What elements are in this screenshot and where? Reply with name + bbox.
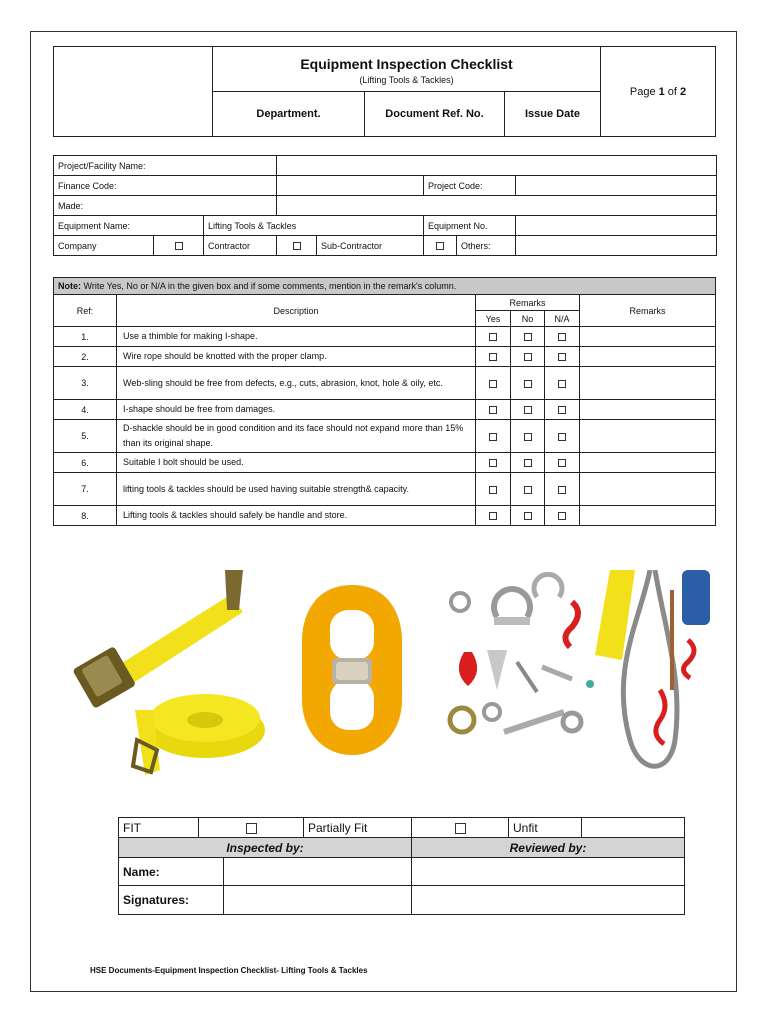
checkbox-icon	[558, 406, 566, 414]
row-ref: 7.	[54, 473, 117, 506]
signatures-label: Signatures:	[119, 886, 224, 915]
page-number-cell	[601, 47, 716, 137]
row-na-checkbox[interactable]	[545, 453, 580, 473]
col-remarks-header: Remarks	[580, 295, 716, 327]
checkbox-icon	[246, 823, 257, 834]
checkbox-icon	[524, 406, 532, 414]
header-table	[53, 46, 716, 137]
partially-fit-checkbox[interactable]	[412, 818, 509, 838]
project-facility-field[interactable]	[277, 156, 717, 176]
equipment-no-label: Equipment No.	[424, 216, 516, 236]
row-yes-checkbox[interactable]	[476, 327, 511, 347]
row-no-checkbox[interactable]	[511, 347, 545, 367]
checkbox-icon	[524, 333, 532, 341]
page-number: Page 1 of 2	[629, 85, 687, 98]
row-yes-checkbox[interactable]	[476, 367, 511, 400]
project-code-label: Project Code:	[424, 176, 516, 196]
equipment-no-field[interactable]	[516, 216, 717, 236]
row-description: Lifting tools & tackles should safely be handle and store.	[117, 506, 476, 526]
checklist-row	[54, 327, 716, 347]
reviewer-name-field[interactable]	[412, 858, 685, 886]
checkbox-icon	[524, 486, 532, 494]
row-na-checkbox[interactable]	[545, 347, 580, 367]
row-na-checkbox[interactable]	[545, 400, 580, 420]
checkbox-icon	[524, 512, 532, 520]
issue-date-label: Issue Date	[505, 92, 601, 137]
document-subtitle: (Lifting Tools & Tackles)	[359, 74, 454, 85]
checkbox-icon	[489, 380, 497, 388]
fit-checkbox[interactable]	[199, 818, 304, 838]
checkbox-icon	[455, 823, 466, 834]
col-description-header: Description	[117, 295, 476, 327]
document-title: Equipment Inspection Checklist	[300, 55, 513, 72]
subcontractor-checkbox[interactable]	[424, 236, 457, 256]
row-remarks-field[interactable]	[580, 420, 716, 453]
company-label: Company	[54, 236, 154, 256]
row-description: Web-sling should be free from defects, e.g., cuts, abrasion, knot, hole & oily, etc.	[117, 367, 476, 400]
checkbox-icon	[558, 459, 566, 467]
row-remarks-field[interactable]	[580, 473, 716, 506]
reviewer-signature-field[interactable]	[412, 886, 685, 915]
row-yes-checkbox[interactable]	[476, 400, 511, 420]
checklist-row	[54, 400, 716, 420]
col-ref-header: Ref:	[54, 295, 117, 327]
fit-label: FIT	[119, 818, 199, 838]
row-ref: 3.	[54, 367, 117, 400]
checkbox-icon	[489, 512, 497, 520]
row-remarks-field[interactable]	[580, 453, 716, 473]
checklist-table	[53, 277, 716, 526]
checklist-row	[54, 473, 716, 506]
row-no-checkbox[interactable]	[511, 473, 545, 506]
checklist-row	[54, 367, 716, 400]
checkbox-icon	[524, 380, 532, 388]
equipment-images	[60, 560, 710, 780]
checklist-row	[54, 347, 716, 367]
inspected-by-header: Inspected by:	[119, 838, 412, 858]
doc-ref-label: Document Ref. No.	[365, 92, 505, 137]
row-na-checkbox[interactable]	[545, 420, 580, 453]
department-label: Department.	[213, 92, 365, 137]
ratchet-strap-image	[65, 560, 265, 780]
logo-cell	[54, 47, 213, 137]
inspector-name-field[interactable]	[224, 858, 412, 886]
reviewed-by-header: Reviewed by:	[412, 838, 685, 858]
row-ref: 5.	[54, 420, 117, 453]
checkbox-icon	[558, 353, 566, 361]
row-yes-checkbox[interactable]	[476, 420, 511, 453]
made-label: Made:	[54, 196, 277, 216]
company-checkbox[interactable]	[154, 236, 204, 256]
contractor-checkbox[interactable]	[277, 236, 317, 256]
row-remarks-field[interactable]	[580, 367, 716, 400]
row-ref: 1.	[54, 327, 117, 347]
checkbox-icon	[558, 486, 566, 494]
checkbox-icon	[489, 406, 497, 414]
others-label: Others:	[457, 236, 516, 256]
footer-text: HSE Documents-Equipment Inspection Checklist- Lifting Tools & Tackles	[90, 966, 368, 975]
row-ref: 4.	[54, 400, 117, 420]
checkbox-icon	[489, 433, 497, 441]
checkbox-icon	[489, 333, 497, 341]
row-yes-checkbox[interactable]	[476, 347, 511, 367]
checkbox-icon	[436, 242, 444, 250]
checkbox-icon	[489, 459, 497, 467]
row-description: Use a thimble for making I-shape.	[117, 327, 476, 347]
row-yes-checkbox[interactable]	[476, 453, 511, 473]
checkbox-icon	[524, 353, 532, 361]
partially-fit-label: Partially Fit	[304, 818, 412, 838]
row-no-checkbox[interactable]	[511, 400, 545, 420]
project-code-field[interactable]	[516, 176, 717, 196]
project-facility-label: Project/Facility Name:	[54, 156, 277, 176]
equipment-name-value: Lifting Tools & Tackles	[204, 216, 424, 236]
title-cell	[213, 47, 601, 92]
row-no-checkbox[interactable]	[511, 327, 545, 347]
checkbox-icon	[558, 333, 566, 341]
row-description: lifting tools & tackles should be used having suitable strength& capacity.	[117, 473, 476, 506]
checkbox-icon	[489, 486, 497, 494]
checklist-row	[54, 453, 716, 473]
name-label: Name:	[119, 858, 224, 886]
project-info-table	[53, 155, 717, 256]
checklist-row	[54, 506, 716, 526]
col-yes-header: Yes	[476, 311, 511, 327]
row-no-checkbox[interactable]	[511, 506, 545, 526]
col-na-header: N/A	[545, 311, 580, 327]
checkbox-icon	[175, 242, 183, 250]
checkbox-icon	[558, 433, 566, 441]
equipment-name-label: Equipment Name:	[54, 216, 204, 236]
checkbox-icon	[489, 353, 497, 361]
row-description: D-shackle should be in good condition and its face should not expand more than 15% than its original shape.	[117, 420, 476, 453]
row-description: Suitable I bolt should be used.	[117, 453, 476, 473]
slings-and-hoist-image	[590, 570, 710, 780]
checklist-row	[54, 420, 716, 453]
row-no-checkbox[interactable]	[511, 367, 545, 400]
row-remarks-field[interactable]	[580, 400, 716, 420]
finance-code-label: Finance Code:	[54, 176, 277, 196]
row-ref: 2.	[54, 347, 117, 367]
row-ref: 6.	[54, 453, 117, 473]
col-remarks-group-header: Remarks	[476, 295, 580, 311]
made-field[interactable]	[277, 196, 717, 216]
unfit-checkbox[interactable]	[582, 818, 685, 838]
row-na-checkbox[interactable]	[545, 367, 580, 400]
rigging-hardware-image	[442, 572, 602, 762]
inspector-signature-field[interactable]	[224, 886, 412, 915]
checkbox-icon	[293, 242, 301, 250]
row-remarks-field[interactable]	[580, 506, 716, 526]
result-table	[118, 817, 685, 915]
row-no-checkbox[interactable]	[511, 420, 545, 453]
contractor-label: Contractor	[204, 236, 277, 256]
row-na-checkbox[interactable]	[545, 506, 580, 526]
others-field[interactable]	[516, 236, 717, 256]
row-remarks-field[interactable]	[580, 327, 716, 347]
checkbox-icon	[524, 433, 532, 441]
row-ref: 8.	[54, 506, 117, 526]
unfit-label: Unfit	[509, 818, 582, 838]
subcontractor-label: Sub-Contractor	[317, 236, 424, 256]
checkbox-icon	[558, 380, 566, 388]
row-description: I-shape should be free from damages.	[117, 400, 476, 420]
hammerlock-link-image	[292, 580, 412, 760]
row-remarks-field[interactable]	[580, 347, 716, 367]
finance-code-field[interactable]	[277, 176, 424, 196]
row-yes-checkbox[interactable]	[476, 473, 511, 506]
row-no-checkbox[interactable]	[511, 453, 545, 473]
note-row: Note: Write Yes, No or N/A in the given box and if some comments, mention in the remark's column.	[54, 278, 716, 295]
checkbox-icon	[558, 512, 566, 520]
row-na-checkbox[interactable]	[545, 327, 580, 347]
row-description: Wire rope should be knotted with the proper clamp.	[117, 347, 476, 367]
row-na-checkbox[interactable]	[545, 473, 580, 506]
checkbox-icon	[524, 459, 532, 467]
row-yes-checkbox[interactable]	[476, 506, 511, 526]
col-no-header: No	[511, 311, 545, 327]
